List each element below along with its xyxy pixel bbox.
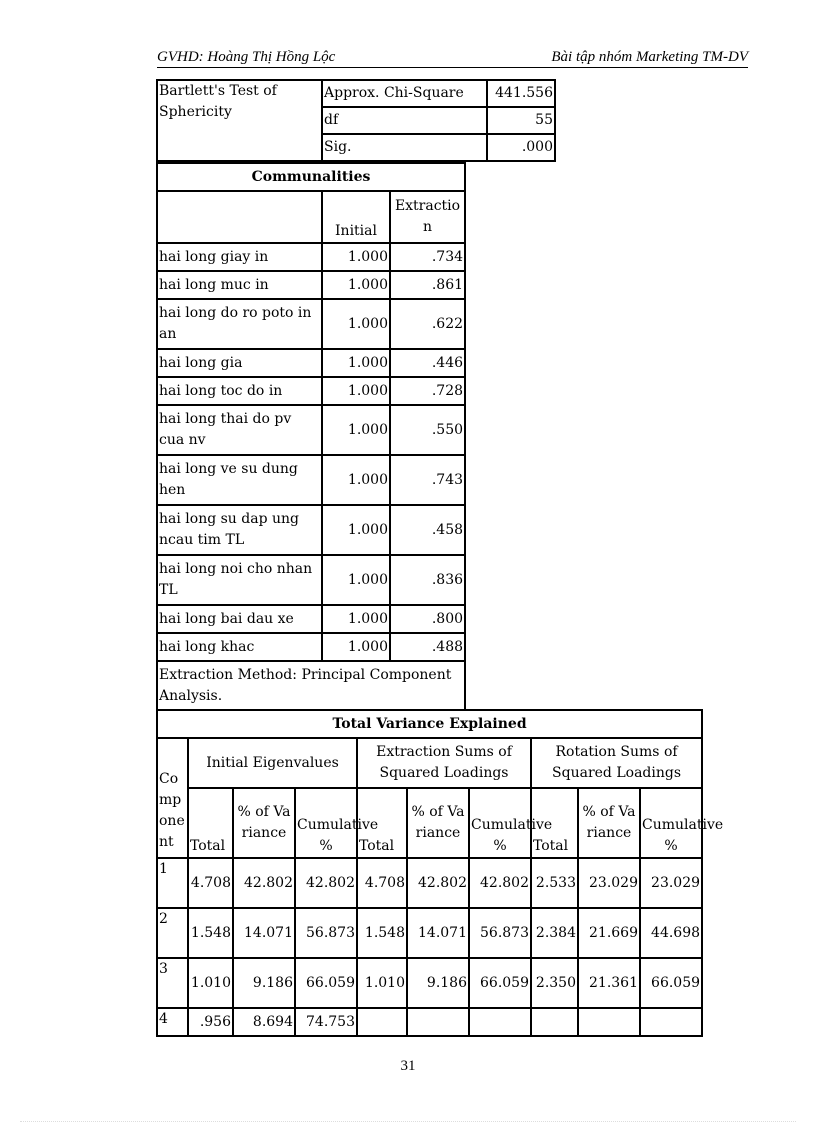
comm-row-initial: 1.000 <box>322 349 390 377</box>
comm-row-initial: 1.000 <box>322 405 390 455</box>
component-number: 3 <box>157 958 188 1008</box>
comm-row-label: hai long giay in <box>157 243 322 271</box>
col-initial-header: Initial <box>322 191 390 243</box>
component-number: 2 <box>157 908 188 958</box>
comm-row-label: hai long bai dau xe <box>157 605 322 633</box>
comm-row-initial: 1.000 <box>322 299 390 349</box>
comm-row-extraction: .488 <box>390 633 465 661</box>
variance-cell: 9.186 <box>407 958 469 1008</box>
communalities-header-blank <box>157 191 322 243</box>
variance-cell <box>531 1008 578 1036</box>
variance-table <box>156 709 724 1037</box>
comm-row-label: hai long noi cho nhan TL <box>157 555 322 605</box>
variance-cell <box>469 1008 531 1036</box>
comm-row-extraction: .550 <box>390 405 465 455</box>
variance-cell: 21.669 <box>578 908 640 958</box>
bartlett-row-value: 55 <box>487 107 555 134</box>
comm-row-initial: 1.000 <box>322 271 390 299</box>
sub-total-header: Total <box>188 788 233 858</box>
variance-cell: 14.071 <box>407 908 469 958</box>
variance-cell: .956 <box>188 1008 233 1036</box>
variance-cell: 1.548 <box>188 908 233 958</box>
comm-row-label: hai long thai do pv cua nv <box>157 405 322 455</box>
group-initial-eigenvalues: Initial Eigenvalues <box>188 738 357 788</box>
communalities-title: Communalities <box>157 163 465 191</box>
variance-cell: 2.533 <box>531 858 578 908</box>
sub-pct-header: % of Variance <box>407 788 469 858</box>
variance-cell: 4.708 <box>188 858 233 908</box>
variance-cell: 66.059 <box>640 958 702 1008</box>
sub-total-header: Total <box>357 788 407 858</box>
header-course: Bài tập nhóm Marketing TM-DV <box>551 49 748 65</box>
communalities-footnote: Extraction Method: Principal Component Analysis. <box>157 661 465 710</box>
variance-title: Total Variance Explained <box>157 710 702 738</box>
variance-cell: 42.802 <box>295 858 357 908</box>
variance-cell: 66.059 <box>295 958 357 1008</box>
variance-cell: 66.059 <box>469 958 531 1008</box>
comm-row-label: hai long toc do in <box>157 377 322 405</box>
communalities-table <box>156 162 466 711</box>
comm-row-extraction: .446 <box>390 349 465 377</box>
variance-cell: 1.010 <box>357 958 407 1008</box>
bartlett-row-name: Sig. <box>322 134 487 161</box>
component-number: 1 <box>157 858 188 908</box>
bartlett-label: Bartlett's Test of Sphericity <box>157 80 322 161</box>
comm-row-label: hai long ve su dung hen <box>157 455 322 505</box>
page-number: 31 <box>400 1058 416 1074</box>
variance-cell: 2.350 <box>531 958 578 1008</box>
sub-cum-header: Cumulative % <box>469 788 531 858</box>
col-extraction-header: Extraction <box>390 191 465 243</box>
variance-cell: 1.548 <box>357 908 407 958</box>
sub-pct-header: % of Variance <box>578 788 640 858</box>
group-rotation-sums: Rotation Sums of Squared Loadings <box>531 738 702 788</box>
variance-cell <box>357 1008 407 1036</box>
sub-cum-header: Cumulative % <box>640 788 702 858</box>
variance-cell: 9.186 <box>233 958 295 1008</box>
sub-cum-header: Cumulative % <box>295 788 357 858</box>
comm-row-initial: 1.000 <box>322 377 390 405</box>
comm-row-initial: 1.000 <box>322 455 390 505</box>
comm-row-label: hai long gia <box>157 349 322 377</box>
variance-cell: 23.029 <box>578 858 640 908</box>
bartlett-row-value: .000 <box>487 134 555 161</box>
variance-cell: 1.010 <box>188 958 233 1008</box>
variance-cell: 23.029 <box>640 858 702 908</box>
col-component-header: Component <box>157 738 188 858</box>
page-header <box>157 49 748 68</box>
variance-cell: 4.708 <box>357 858 407 908</box>
comm-row-initial: 1.000 <box>322 605 390 633</box>
comm-row-extraction: .743 <box>390 455 465 505</box>
comm-row-label: hai long khac <box>157 633 322 661</box>
component-number: 4 <box>157 1008 188 1036</box>
comm-row-extraction: .734 <box>390 243 465 271</box>
sub-total-header: Total <box>531 788 578 858</box>
variance-cell: 42.802 <box>407 858 469 908</box>
variance-cell <box>578 1008 640 1036</box>
group-extraction-sums: Extraction Sums of Squared Loadings <box>357 738 531 788</box>
bartlett-row-name: Approx. Chi-Square <box>322 80 487 107</box>
header-instructor: GVHD: Hoàng Thị Hồng Lộc <box>157 49 336 65</box>
variance-cell: 42.802 <box>233 858 295 908</box>
sub-pct-header: % of Variance <box>233 788 295 858</box>
variance-cell: 2.384 <box>531 908 578 958</box>
comm-row-extraction: .800 <box>390 605 465 633</box>
variance-cell <box>640 1008 702 1036</box>
variance-cell: 8.694 <box>233 1008 295 1036</box>
comm-row-extraction: .836 <box>390 555 465 605</box>
comm-row-initial: 1.000 <box>322 555 390 605</box>
variance-cell: 56.873 <box>469 908 531 958</box>
comm-row-initial: 1.000 <box>322 243 390 271</box>
comm-row-label: hai long su dap ung ncau tim TL <box>157 505 322 555</box>
bartlett-table <box>156 79 556 162</box>
variance-cell: 21.361 <box>578 958 640 1008</box>
comm-row-extraction: .622 <box>390 299 465 349</box>
comm-row-label: hai long do ro poto in an <box>157 299 322 349</box>
variance-cell <box>407 1008 469 1036</box>
comm-row-extraction: .728 <box>390 377 465 405</box>
variance-cell: 44.698 <box>640 908 702 958</box>
variance-cell: 14.071 <box>233 908 295 958</box>
variance-cell: 42.802 <box>469 858 531 908</box>
bartlett-row-name: df <box>322 107 487 134</box>
comm-row-extraction: .861 <box>390 271 465 299</box>
comm-row-initial: 1.000 <box>322 633 390 661</box>
comm-row-extraction: .458 <box>390 505 465 555</box>
page-bottom-divider <box>20 1121 796 1122</box>
comm-row-label: hai long muc in <box>157 271 322 299</box>
bartlett-row-value: 441.556 <box>487 80 555 107</box>
variance-cell: 74.753 <box>295 1008 357 1036</box>
variance-cell: 56.873 <box>295 908 357 958</box>
comm-row-initial: 1.000 <box>322 505 390 555</box>
